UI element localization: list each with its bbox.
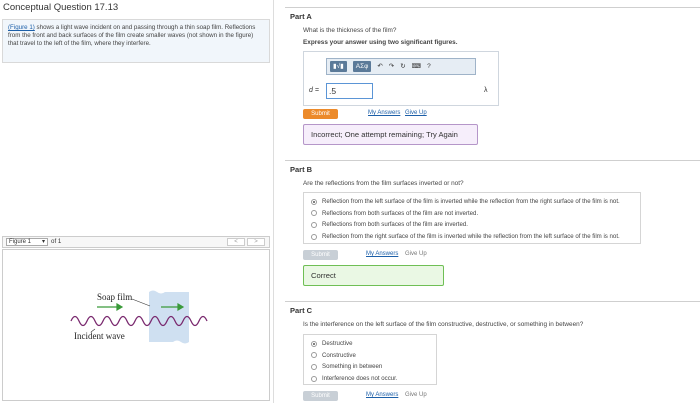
part-c-options [303,334,437,385]
part-c-option[interactable]: Destructive [311,338,436,350]
redo-icon[interactable]: ↷ [388,63,395,70]
figure-panel [2,249,270,401]
problem-intro [2,19,270,63]
part-c-heading: Part C [290,306,313,315]
radio-button[interactable] [311,352,317,358]
answer-input[interactable]: .5 [326,83,373,99]
part-b-option[interactable]: Reflection from the left surface of the film is inverted while the reflection from the right surface of the film is not. [311,196,640,208]
part-a-heading: Part A [290,12,312,21]
radio-button[interactable] [311,210,317,216]
figure-count: of 1 [51,238,62,245]
radio-button[interactable] [311,222,317,228]
part-b-heading: Part B [290,165,313,174]
intro-text: shows a light wave incident on and passing through a thin soap film. Reflections from the front and back surfaces of the film create smaller waves (not shown in the figure) that travel to the left of the film, where they interfere. [8,24,256,47]
reset-icon[interactable]: ↻ [400,63,406,70]
part-b-my-answers-link[interactable]: My Answers [366,251,399,257]
figure-prev-button[interactable]: < [227,238,245,246]
part-b-rule [285,160,700,161]
part-c-option[interactable]: Interference does not occur. [311,373,436,385]
part-c-option[interactable]: Constructive [311,350,436,362]
unit-label: λ [484,87,488,94]
part-b-option[interactable]: Reflections from both surfaces of the film are not inverted. [311,208,640,220]
figure-next-button[interactable]: > [247,238,265,246]
templates-button[interactable]: ▮√▮ [330,61,347,72]
math-toolbar [326,58,476,75]
part-a-feedback: Incorrect; One attempt remaining; Try Again [303,124,478,145]
figure-label-wave: Incident wave [74,331,125,341]
part-c-give-up-link[interactable]: Give Up [405,392,427,398]
part-b-option[interactable]: Reflections from both surfaces of the film are inverted. [311,219,640,231]
part-b-option[interactable]: Reflection from the right surface of the film is inverted while the reflection from the left surface of the film is not. [311,231,640,243]
radio-button[interactable] [311,376,317,382]
part-b-feedback: Correct [303,265,444,286]
keyboard-icon[interactable]: ⌨ [411,63,422,70]
figure-link[interactable]: (Figure 1) [8,24,35,31]
part-a-instruction: Express your answer using two significant figures. [303,39,458,46]
undo-icon[interactable]: ↶ [377,63,383,70]
part-b-options [303,192,641,244]
figure-toolbar [2,236,270,248]
figure-select[interactable]: Figure 1 ▾ [6,238,48,246]
radio-button[interactable] [311,199,317,205]
film-label-pointer [132,299,150,306]
part-c-submit-button[interactable]: Submit [303,391,338,401]
soap-film-figure [3,250,271,402]
variable-label: d = [309,87,319,94]
part-a-rule [285,7,700,8]
part-b-submit-button[interactable]: Submit [303,250,338,260]
part-b-question: Are the reflections from the film surfaces inverted or not? [303,180,464,187]
figure-label-film: Soap film [97,292,133,302]
panel-divider [273,0,274,403]
part-b-give-up-link[interactable]: Give Up [405,251,427,257]
help-icon[interactable]: ? [427,63,431,70]
chevron-down-icon: ▾ [41,239,45,245]
symbols-button[interactable]: ΑΣφ [353,61,372,72]
answer-box [303,51,499,106]
part-a-my-answers-link[interactable]: My Answers [368,110,401,116]
part-a-give-up-link[interactable]: Give Up [405,110,427,116]
part-a-question: What is the thickness of the film? [303,27,397,34]
part-a-submit-button[interactable]: Submit [303,109,338,119]
part-c-question: Is the interference on the left surface of the film constructive, destructive, or something in between? [303,321,584,328]
page-title: Conceptual Question 17.13 [3,2,119,13]
part-c-option[interactable]: Something in between [311,361,436,373]
part-c-rule [285,301,700,302]
radio-button[interactable] [311,234,317,240]
part-c-my-answers-link[interactable]: My Answers [366,392,399,398]
radio-button[interactable] [311,364,317,370]
radio-button[interactable] [311,341,317,347]
